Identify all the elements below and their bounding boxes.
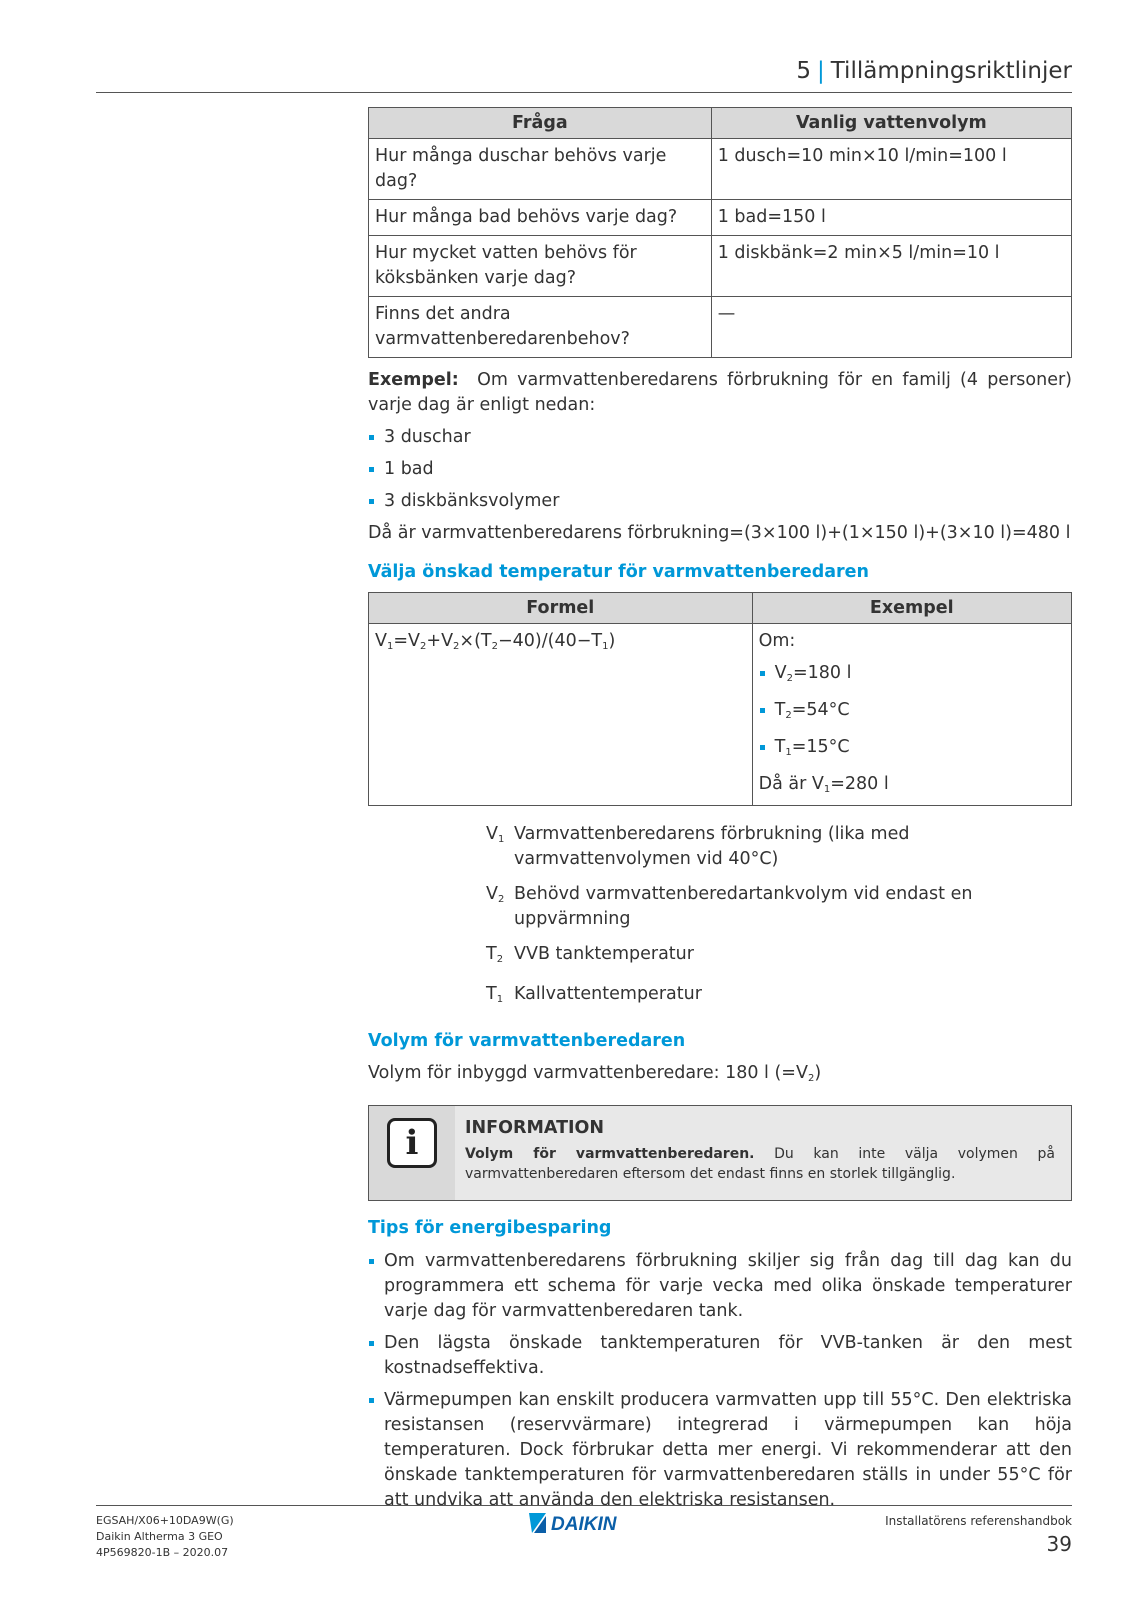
section-heading-tips: Tips för energibesparing <box>368 1218 612 1238</box>
symbol-legend <box>486 822 1072 1012</box>
example-text: Om varmvattenberedarens förbrukning för en familj (4 personer) varje dag är enligt nedan: <box>368 370 1072 415</box>
legend-symbol: $V_1$ <box>486 824 505 845</box>
legend-description: VVB tanktemperatur <box>514 944 694 964</box>
list-item: 3 diskbänksvolymer <box>368 489 1072 514</box>
information-message: Du kan inte välja volymen på varmvattenberedaren eftersom det endast finns en storlek tillgänglig. <box>465 1146 1055 1182</box>
list-item: $T_2=54^\circ C$ <box>759 698 1065 728</box>
legend-row <box>486 982 1072 1012</box>
question-cell: Hur många duschar behövs varje dag? <box>369 139 712 200</box>
list-item: Värmepumpen kan enskilt producera varmvatten upp till 55°C. Den elektriska resistansen (reservvärmare) integrerad i värmepumpen kan höja temperaturen. Dock förbrukar detta mer energi. Vi rekommenderar att den önskade tanktemperaturen för varmvattenberedaren ställs in under 55°C för att undvika att använda den elektriska resistansen. <box>368 1388 1072 1513</box>
example-list <box>368 425 1072 514</box>
legend-symbol: $T_1$ <box>486 984 504 1005</box>
legend-row <box>486 942 1072 972</box>
chapter-number: 5 <box>796 58 811 84</box>
example-om: Om: <box>758 631 796 651</box>
page-header <box>96 58 1072 93</box>
formula-table <box>368 592 1072 806</box>
footer-model: EGSAH/X06+10DA9W(G) <box>96 1514 234 1527</box>
question-cell: Hur mycket vatten behövs för köksbänken varje dag? <box>369 236 712 297</box>
volume-cell: 1 bad=150 l <box>711 200 1071 236</box>
table-row <box>369 297 1072 358</box>
information-box <box>368 1105 1072 1201</box>
table-row <box>369 624 1072 806</box>
question-cell: Finns det andra varmvattenberedarenbehov? <box>369 297 712 358</box>
example-label: Exempel: <box>368 370 459 390</box>
chapter-name: Tillämpningsriktlinjer <box>830 58 1072 84</box>
section-heading-volume: Volym för varmvattenberedaren <box>368 1031 686 1051</box>
formula-text: $V_1=V_2+V_2\times(T_2-40)/(40-T_1)$ <box>375 631 616 652</box>
legend-row <box>486 822 1072 872</box>
list-item: Den lägsta önskade tanktemperaturen för VVB-tanken är den mest kostnadseffektiva. <box>368 1331 1072 1381</box>
footer-doc-number: 4P569820-1B – 2020.07 <box>96 1546 229 1559</box>
legend-symbol: $T_2$ <box>486 944 504 965</box>
legend-description: Behövd varmvattenberedartankvolym vid endast en uppvärmning <box>514 884 973 929</box>
footer-book-title: Installatörens referenshandbok <box>885 1514 1072 1528</box>
svg-text:DAIKIN: DAIKIN <box>551 1514 617 1535</box>
list-item: $T_1=15^\circ C$ <box>759 735 1065 765</box>
page-footer <box>96 1505 1072 1559</box>
information-text <box>465 1144 1055 1184</box>
legend-symbol: $V_2$ <box>486 884 505 905</box>
formula-cell <box>369 624 753 806</box>
list-item: 3 duschar <box>368 425 1072 450</box>
example-result-value: Då är $V_1=280$ l <box>758 774 889 795</box>
example-result: Då är varmvattenberedarens förbrukning=(3×100 l)+(1×150 l)+(3×10 l)=480 l <box>368 523 1071 543</box>
main-content <box>368 107 1072 1513</box>
chapter-title <box>796 58 1072 84</box>
volume-cell: — <box>711 297 1071 358</box>
list-item: $V_2=180$ l <box>759 661 1065 691</box>
volume-cell: 1 diskbänk=2 min×5 l/min=10 l <box>711 236 1071 297</box>
information-bold: Volym för varmvattenberedaren. <box>465 1146 755 1162</box>
column-header-formula: Formel <box>369 593 753 624</box>
legend-description: Varmvattenberedarens förbrukning (lika med varmvattenvolymen vid 40°C) <box>514 824 910 869</box>
legend-row <box>486 882 1072 932</box>
list-item: Om varmvattenberedarens förbrukning skiljer sig från dag till dag kan du programmera ett schema för varje vecka med olika önskade temperaturer varje dag för varmvattenberedaren tank. <box>368 1249 1072 1324</box>
information-title: INFORMATION <box>465 1118 605 1138</box>
header-separator: | <box>816 58 825 84</box>
column-header-volume: Vanlig vattenvolym <box>711 108 1071 139</box>
column-header-question: Fråga <box>369 108 712 139</box>
info-icon: i <box>387 1118 437 1168</box>
tips-list <box>368 1249 1072 1513</box>
water-volume-table <box>368 107 1072 358</box>
legend-description: Kallvattentemperatur <box>514 984 702 1004</box>
daikin-logo <box>529 1511 654 1535</box>
section-heading-temperature: Välja önskad temperatur för varmvattenberedaren <box>368 562 870 582</box>
table-row <box>369 200 1072 236</box>
table-row <box>369 139 1072 200</box>
table-row <box>369 236 1072 297</box>
list-item: 1 bad <box>368 457 1072 482</box>
volume-text: Volym för inbyggd varmvattenberedare: 180 l $(=V_2)$ <box>368 1063 822 1084</box>
example-values-list <box>759 661 1065 765</box>
page-number: 39 <box>1046 1532 1072 1556</box>
volume-cell: 1 dusch=10 min×10 l/min=100 l <box>711 139 1071 200</box>
information-body <box>455 1106 1071 1200</box>
footer-right <box>885 1513 1072 1556</box>
example-cell <box>752 624 1071 806</box>
footer-product: Daikin Altherma 3 GEO <box>96 1530 223 1543</box>
footer-product-info <box>96 1513 234 1561</box>
example-paragraph <box>368 368 1072 418</box>
question-cell: Hur många bad behövs varje dag? <box>369 200 712 236</box>
column-header-example: Exempel <box>752 593 1071 624</box>
